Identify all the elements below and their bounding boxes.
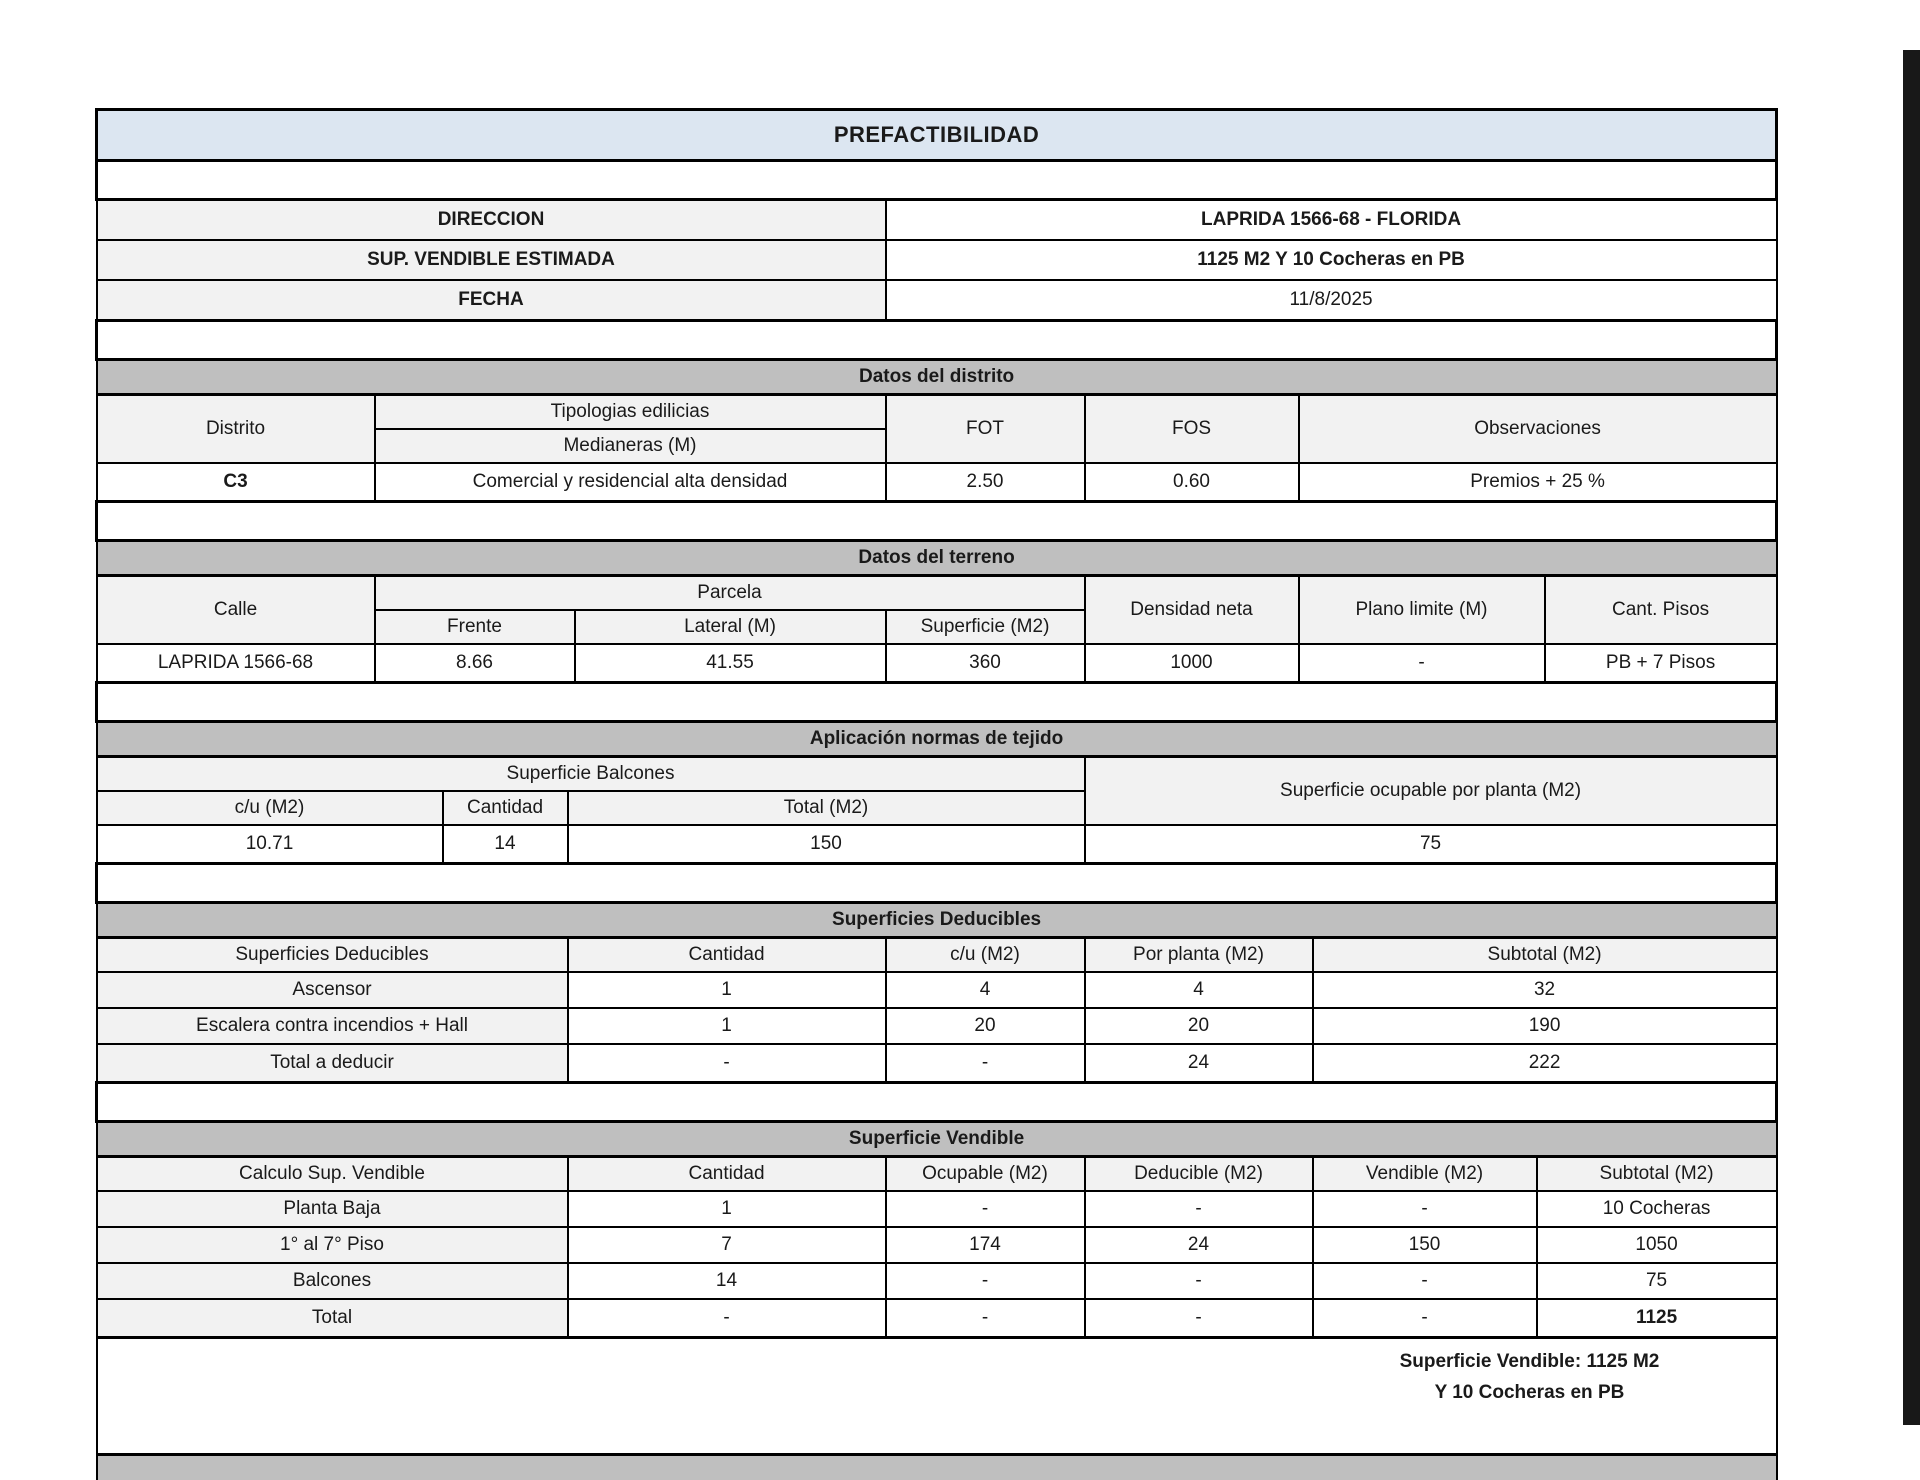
spacer-row (97, 683, 1777, 722)
vendible-cell: - (886, 1299, 1085, 1338)
vendible-header-cantidad: Cantidad (568, 1157, 886, 1192)
vendible-cell: - (568, 1299, 886, 1338)
table-row (97, 1191, 1777, 1227)
deducibles-cell: 20 (886, 1008, 1085, 1044)
info-value-fecha: 11/8/2025 (886, 280, 1777, 321)
vendible-header-subtotal: Subtotal (M2) (1537, 1157, 1777, 1192)
vendible-cell: 10 Cocheras (1537, 1191, 1777, 1227)
terreno-value-cant-pisos: PB + 7 Pisos (1545, 644, 1777, 683)
deducibles-header-nombre: Superficies Deducibles (97, 938, 568, 973)
cutoff-section-row (97, 1455, 1777, 1480)
tejido-header-superficie-balcones: Superficie Balcones (97, 757, 1085, 792)
tejido-header-total: Total (M2) (568, 791, 1085, 825)
deducibles-cell: - (886, 1044, 1085, 1083)
vendible-cell: 7 (568, 1227, 886, 1263)
tejido-header-cantidad: Cantidad (443, 791, 568, 825)
vendible-cell: - (1313, 1299, 1537, 1338)
tejido-value-ocupable: 75 (1085, 825, 1777, 864)
table-row (97, 1299, 1777, 1338)
terreno-header-parcela: Parcela (375, 576, 1085, 611)
section-title-tejido: Aplicación normas de tejido (97, 722, 1777, 757)
terreno-value-lateral: 41.55 (575, 644, 886, 683)
table-row (97, 1227, 1777, 1263)
spacer-row (97, 502, 1777, 541)
tejido-value-cantidad: 14 (443, 825, 568, 864)
vendible-cell: - (1313, 1191, 1537, 1227)
vendible-total-subtotal: 1125 (1537, 1299, 1777, 1338)
spacer-row (97, 321, 1777, 360)
info-value-direccion: LAPRIDA 1566-68 - FLORIDA (886, 200, 1777, 241)
vendible-row-label: Planta Baja (97, 1191, 568, 1227)
info-value-sup-vendible: 1125 M2 Y 10 Cocheras en PB (886, 240, 1777, 280)
deducibles-cell: 190 (1313, 1008, 1777, 1044)
spacer-row (97, 1083, 1777, 1122)
section-title-terreno: Datos del terreno (97, 541, 1777, 576)
vendible-cell: 14 (568, 1263, 886, 1299)
terreno-value-calle: LAPRIDA 1566-68 (97, 644, 375, 683)
info-label-fecha: FECHA (97, 280, 886, 321)
vendible-cell: 174 (886, 1227, 1085, 1263)
prefactibilidad-table (95, 108, 1778, 1480)
info-label-sup-vendible: SUP. VENDIBLE ESTIMADA (97, 240, 886, 280)
scan-page-edge (1903, 50, 1920, 1425)
vendible-header-deducible: Deducible (M2) (1085, 1157, 1313, 1192)
table-row (97, 972, 1777, 1008)
table-row (97, 1008, 1777, 1044)
distrito-value-distrito: C3 (97, 463, 375, 502)
distrito-header-fot: FOT (886, 395, 1085, 464)
terreno-header-calle: Calle (97, 576, 375, 645)
terreno-header-plano-limite: Plano limite (M) (1299, 576, 1545, 645)
distrito-value-observaciones: Premios + 25 % (1299, 463, 1777, 502)
distrito-header-fos: FOS (1085, 395, 1299, 464)
distrito-value-fot: 2.50 (886, 463, 1085, 502)
terreno-header-lateral: Lateral (M) (575, 610, 886, 644)
tejido-header-ocupable-por-planta: Superficie ocupable por planta (M2) (1085, 757, 1777, 826)
deducibles-header-subtotal: Subtotal (M2) (1313, 938, 1777, 973)
info-label-direccion: DIRECCION (97, 200, 886, 241)
vendible-cell: - (1085, 1191, 1313, 1227)
summary-line-2: Y 10 Cocheras en PB (1296, 1377, 1764, 1408)
distrito-value-fos: 0.60 (1085, 463, 1299, 502)
deducibles-cell: 1 (568, 1008, 886, 1044)
terreno-header-cant-pisos: Cant. Pisos (1545, 576, 1777, 645)
section-title-vendible: Superficie Vendible (97, 1122, 1777, 1157)
summary-line-1: Superficie Vendible: 1125 M2 (1296, 1346, 1764, 1377)
distrito-header-tipologias: Tipologias edilicias (375, 395, 886, 430)
vendible-cell: - (1085, 1263, 1313, 1299)
vendible-header-calculo: Calculo Sup. Vendible (97, 1157, 568, 1192)
summary-cell (97, 1338, 1777, 1455)
deducibles-cell: 32 (1313, 972, 1777, 1008)
terreno-value-densidad: 1000 (1085, 644, 1299, 683)
page-title: PREFACTIBILIDAD (97, 110, 1777, 161)
deducibles-cell: 222 (1313, 1044, 1777, 1083)
terreno-value-frente: 8.66 (375, 644, 575, 683)
deducibles-row-label: Escalera contra incendios + Hall (97, 1008, 568, 1044)
deducibles-cell: 4 (1085, 972, 1313, 1008)
distrito-header-observaciones: Observaciones (1299, 395, 1777, 464)
distrito-header-medianeras: Medianeras (M) (375, 429, 886, 463)
distrito-header-distrito: Distrito (97, 395, 375, 464)
vendible-header-vendible: Vendible (M2) (1313, 1157, 1537, 1192)
vendible-cell: - (1085, 1299, 1313, 1338)
deducibles-cell: 20 (1085, 1008, 1313, 1044)
vendible-row-label: Balcones (97, 1263, 568, 1299)
terreno-header-superficie: Superficie (M2) (886, 610, 1085, 644)
section-title-deducibles: Superficies Deducibles (97, 903, 1777, 938)
vendible-cell: 1 (568, 1191, 886, 1227)
distrito-value-tipologia: Comercial y residencial alta densidad (375, 463, 886, 502)
spacer-row (97, 864, 1777, 903)
deducibles-header-por-planta: Por planta (M2) (1085, 938, 1313, 973)
vendible-cell: 24 (1085, 1227, 1313, 1263)
terreno-header-densidad: Densidad neta (1085, 576, 1299, 645)
vendible-cell: 75 (1537, 1263, 1777, 1299)
spacer-row (97, 161, 1777, 200)
tejido-value-cu: 10.71 (97, 825, 443, 864)
prefactibilidad-sheet (95, 108, 1778, 1480)
deducibles-row-label: Total a deducir (97, 1044, 568, 1083)
table-row (97, 1044, 1777, 1083)
vendible-row-label: 1° al 7° Piso (97, 1227, 568, 1263)
deducibles-header-cantidad: Cantidad (568, 938, 886, 973)
deducibles-cell: 1 (568, 972, 886, 1008)
table-row (97, 1263, 1777, 1299)
deducibles-cell: 24 (1085, 1044, 1313, 1083)
deducibles-cell: 4 (886, 972, 1085, 1008)
terreno-value-superficie: 360 (886, 644, 1085, 683)
terreno-header-frente: Frente (375, 610, 575, 644)
terreno-value-plano-limite: - (1299, 644, 1545, 683)
vendible-cell: - (886, 1191, 1085, 1227)
deducibles-cell: - (568, 1044, 886, 1083)
tejido-header-cu: c/u (M2) (97, 791, 443, 825)
deducibles-header-cu: c/u (M2) (886, 938, 1085, 973)
summary-text (1296, 1346, 1764, 1408)
vendible-cell: - (1313, 1263, 1537, 1299)
vendible-cell: 1050 (1537, 1227, 1777, 1263)
vendible-cell: 150 (1313, 1227, 1537, 1263)
tejido-value-total: 150 (568, 825, 1085, 864)
vendible-row-label: Total (97, 1299, 568, 1338)
vendible-cell: - (886, 1263, 1085, 1299)
deducibles-row-label: Ascensor (97, 972, 568, 1008)
vendible-header-ocupable: Ocupable (M2) (886, 1157, 1085, 1192)
section-title-distrito: Datos del distrito (97, 360, 1777, 395)
